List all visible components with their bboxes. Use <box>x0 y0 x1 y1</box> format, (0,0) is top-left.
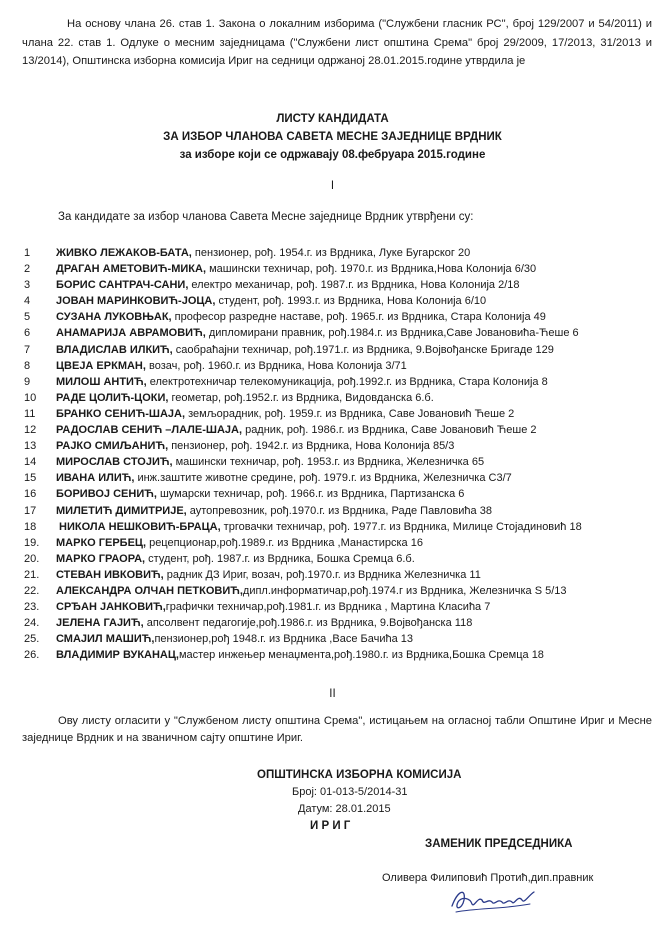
candidate-details: шумарски техничар, рођ. 1966.г. из Врдника, Партизанска 6 <box>156 488 465 501</box>
candidate-row <box>22 422 662 438</box>
candidate-number: 8 <box>24 359 31 372</box>
candidate-details: машински техничар, рођ. 1953.г. из Врдника, Железничка 65 <box>172 456 485 469</box>
candidate-row <box>22 293 662 309</box>
candidate-name: БОРИВОЈ СЕНИЋ, <box>56 488 157 501</box>
candidate-row <box>22 583 662 599</box>
deputy-name: Оливера Филиповић Протић,дип.правник <box>382 872 594 884</box>
candidate-row <box>22 470 662 486</box>
candidate-name: АНАМАРИЈА АВРАМОВИЋ, <box>56 327 206 340</box>
candidate-name: ВЛАДИСЛАВ ИЛКИЋ, <box>56 343 173 356</box>
candidate-details: електротехничар телекомуникација, рођ.1992.г. из Врдника, Стара Колонија 8 <box>146 375 548 388</box>
candidate-name: БОРИС САНТРАЧ-САНИ, <box>56 279 189 292</box>
candidate-row <box>22 374 662 390</box>
candidate-name: ИВАНА ИЛИЋ, <box>56 472 135 485</box>
candidate-details: пензионер, рођ. 1942.г. из Врдника, Нова Колонија 85/3 <box>168 440 455 453</box>
closing-paragraph <box>22 713 652 747</box>
candidate-details: рецепционар,рођ.1989.г. из Врдника ,Манастирска 16 <box>146 536 423 549</box>
candidate-name: ДРАГАН АМЕТОВИЋ-МИКА, <box>56 263 207 276</box>
candidate-row <box>22 325 662 341</box>
candidate-row <box>22 599 662 615</box>
candidate-name: СМАЈИЛ МАШИЋ, <box>56 633 155 646</box>
section-number-2: II <box>329 688 336 700</box>
candidate-name: ЈОВАН МАРИНКОВИЋ-ЈОЦА, <box>56 295 216 308</box>
lead-sentence: За кандидате за избор чланова Савета Месне заједнице Врдник утврђени су: <box>58 211 474 223</box>
candidate-name: МАРКО ГРАОРА, <box>56 552 146 565</box>
heading-line-2: ЗА ИЗБОР ЧЛАНОВА САВЕТА МЕСНЕ ЗАЈЕДНИЦЕ ВРДНИК <box>163 131 502 143</box>
candidate-name: МАРКО ГЕРБЕЦ, <box>56 536 147 549</box>
deputy-title: ЗАМЕНИК ПРЕДСЕДНИКА <box>425 838 573 850</box>
candidate-number: 20. <box>24 552 40 565</box>
candidate-details: пензионер,рођ 1948.г. из Врдника ,Васе Бачића 13 <box>154 633 413 646</box>
candidate-name: АЛЕКСАНДРА ОЛЧАН ПЕТКОВИЋ, <box>56 584 243 597</box>
candidate-number: 19. <box>24 536 40 549</box>
candidate-number: 26. <box>24 649 40 662</box>
candidate-details: земљорадник, рођ. 1959.г. из Врдника, Саве Јовановић Ћеше 2 <box>185 407 515 420</box>
candidate-number: 9 <box>24 375 31 388</box>
candidate-number: 6 <box>24 327 31 340</box>
commission-name: ОПШТИНСКА ИЗБОРНА КОМИСИЈА <box>257 769 462 781</box>
candidate-number: 14 <box>24 456 37 469</box>
candidate-number: 10 <box>24 391 37 404</box>
candidate-row <box>22 519 662 535</box>
candidate-name: СТЕВАН ИВКОВИЋ, <box>56 568 164 581</box>
candidate-number: 7 <box>24 343 31 356</box>
candidate-row <box>22 631 662 647</box>
candidate-name: БРАНКО СЕНИЋ-ШАЈА, <box>56 407 186 420</box>
candidate-number: 15 <box>24 472 37 485</box>
candidate-row <box>22 615 662 631</box>
candidate-row <box>22 486 662 502</box>
candidate-details: апсолвент педагогије,рођ.1986.г. из Врдника, 9.Војвођанска 118 <box>143 617 473 630</box>
intro-text: На основу члана 26. став 1. Закона о локалним изборима ("Службени гласник РС", број 129/2007 и 54/2011) и члана 22. став 1. Одлуке о месним заједницама ("Службени лист општина Срема" број 29/2009, 17/2013, 31/2013 и 13/2014), Општинска изборна комисија Ириг на седници одржаној 28.01.2015.године утврдила је <box>22 18 652 67</box>
candidate-number: 22. <box>24 584 40 597</box>
candidate-row <box>22 261 662 277</box>
candidate-name: МИРОСЛАВ СТОЈИЋ, <box>56 456 173 469</box>
candidate-details: машински техничар, рођ. 1970.г. из Врдника,Нова Колонија 6/30 <box>206 263 537 276</box>
candidate-details: мастер инжењер менаџмента,рођ.1980.г. из Врдника,Бошка Сремца 18 <box>178 649 544 662</box>
intro-paragraph <box>22 15 652 71</box>
candidate-details: возач, рођ. 1960.г. из Врдника, Нова Колонија 3/71 <box>145 359 407 372</box>
candidate-details: студент, рођ. 1987.г. из Врдника, Бошка Сремца 6.б. <box>145 552 415 565</box>
candidate-number: 17 <box>24 504 37 517</box>
candidate-number: 4 <box>24 295 31 308</box>
candidate-details: дипломирани правник, рођ.1984.г. из Врдника,Саве Јовановића-Ћеше 6 <box>205 327 579 340</box>
candidate-name: НИКОЛА НЕШКОВИЋ-БРАЦА, <box>56 520 221 533</box>
candidate-details: графички техничар,рођ.1981.г. из Врдника , Мартина Класића 7 <box>165 601 491 614</box>
candidate-name: РАДОСЛАВ СЕНИЋ –ЛАЛЕ-ШАЈА, <box>56 424 243 437</box>
candidate-number: 11 <box>24 407 36 420</box>
candidate-name: МИЛОШ АНТИЋ, <box>56 375 147 388</box>
handwritten-signature <box>448 880 538 916</box>
candidate-details: инж.заштите животне средине, рођ. 1979.г. из Врдника, Железничка С3/7 <box>134 472 512 485</box>
candidate-row <box>22 309 662 325</box>
candidate-row <box>22 567 662 583</box>
candidate-name: СРЂАН ЈАНКОВИЋ, <box>56 601 166 614</box>
candidate-number: 12 <box>24 424 37 437</box>
candidate-number: 1 <box>24 247 31 259</box>
document-number: Број: 01-013-5/2014-31 <box>292 786 408 798</box>
candidate-number: 3 <box>24 279 31 292</box>
candidate-name: СУЗАНА ЛУКОВЊАК, <box>56 311 172 324</box>
candidate-details: електро механичар, рођ. 1987.г. из Врдника, Нова Колонија 2/18 <box>188 279 520 292</box>
heading-line-3: за изборе који се одржавају 08.фебруара 2015.године <box>179 149 486 161</box>
candidate-number: 25. <box>24 633 40 646</box>
candidate-row <box>22 358 662 374</box>
candidate-details: пензионер, рођ. 1954.г. из Врдника, Луке Бугарског 20 <box>191 247 471 259</box>
candidate-number: 5 <box>24 311 31 324</box>
candidate-name: ВЛАДИМИР ВУКАНАЦ, <box>56 649 179 662</box>
closing-text: Ову листу огласити у "Службеном листу општина Срема", истицањем на огласној табли Општине Ириг и Месне заједнице Врдник и на званичном сајту општине Ириг. <box>22 715 652 744</box>
candidate-name: МИЛЕТИЋ ДИМИТРИЈЕ, <box>56 504 187 517</box>
candidate-number: 13 <box>24 440 37 453</box>
candidate-details: студент, рођ. 1993.г. из Врдника, Нова Колонија 6/10 <box>215 295 487 308</box>
candidate-name: РАЈКО СМИЉАНИЋ, <box>56 440 169 453</box>
candidate-details: трговачки техничар, рођ. 1977.г. из Врдника, Милице Стојадиновић 18 <box>220 520 582 533</box>
candidate-details: дипл.информатичар,рођ.1974.г из Врдника, Железничка S 5/13 <box>242 584 567 597</box>
candidate-name: РАДЕ ЦОЛИЋ-ЦОКИ, <box>56 391 169 404</box>
heading-line-1: ЛИСТУ КАНДИДАТА <box>276 113 389 125</box>
candidate-number: 23. <box>24 601 40 614</box>
candidate-row <box>22 535 662 551</box>
candidate-number: 2 <box>24 263 31 276</box>
document-date: Датум: 28.01.2015 <box>298 803 391 815</box>
candidate-details: радник, рођ. 1986.г. из Врдника, Саве Јовановић Ћеше 2 <box>242 424 537 437</box>
candidate-row <box>22 342 662 358</box>
candidate-number: 16 <box>24 488 37 501</box>
candidate-name: ЖИВКО ЛЕЖАКОВ-БАТА, <box>56 247 192 259</box>
candidate-details: професор разредне наставе, рођ. 1965.г. из Врдника, Стара Колонија 49 <box>171 311 546 324</box>
candidate-number: 21. <box>24 568 40 581</box>
candidate-list <box>22 245 662 663</box>
candidate-row <box>22 503 662 519</box>
candidate-row <box>22 390 662 406</box>
candidate-number: 18 <box>24 520 37 533</box>
candidate-row <box>22 277 662 293</box>
candidate-row <box>22 454 662 470</box>
candidate-number: 24. <box>24 617 40 630</box>
candidate-details: саобраћајни техничар, рођ.1971.г. из Врдника, 9.Војвођанске Бригаде 129 <box>172 343 554 356</box>
candidate-details: аутопревозник, рођ.1970.г. из Врдника, Раде Павловића 38 <box>186 504 492 517</box>
candidate-row <box>22 551 662 567</box>
place-name: И Р И Г <box>310 820 351 832</box>
candidate-details: радник ДЗ Ириг, возач, рођ.1970.г. из Врдника Железничка 11 <box>163 568 481 581</box>
candidate-name: ЦВЕЈА ЕРКМАН, <box>56 359 146 372</box>
candidate-row <box>22 438 662 454</box>
candidate-row <box>22 406 662 422</box>
section-number-1: I <box>330 180 335 192</box>
candidate-row <box>22 245 662 261</box>
candidate-details: геометар, рођ.1952.г. из Врдника, Видовданска 6.б. <box>168 391 434 404</box>
candidate-name: ЈЕЛЕНА ГАЈИЋ, <box>56 617 144 630</box>
candidate-row <box>22 647 662 663</box>
